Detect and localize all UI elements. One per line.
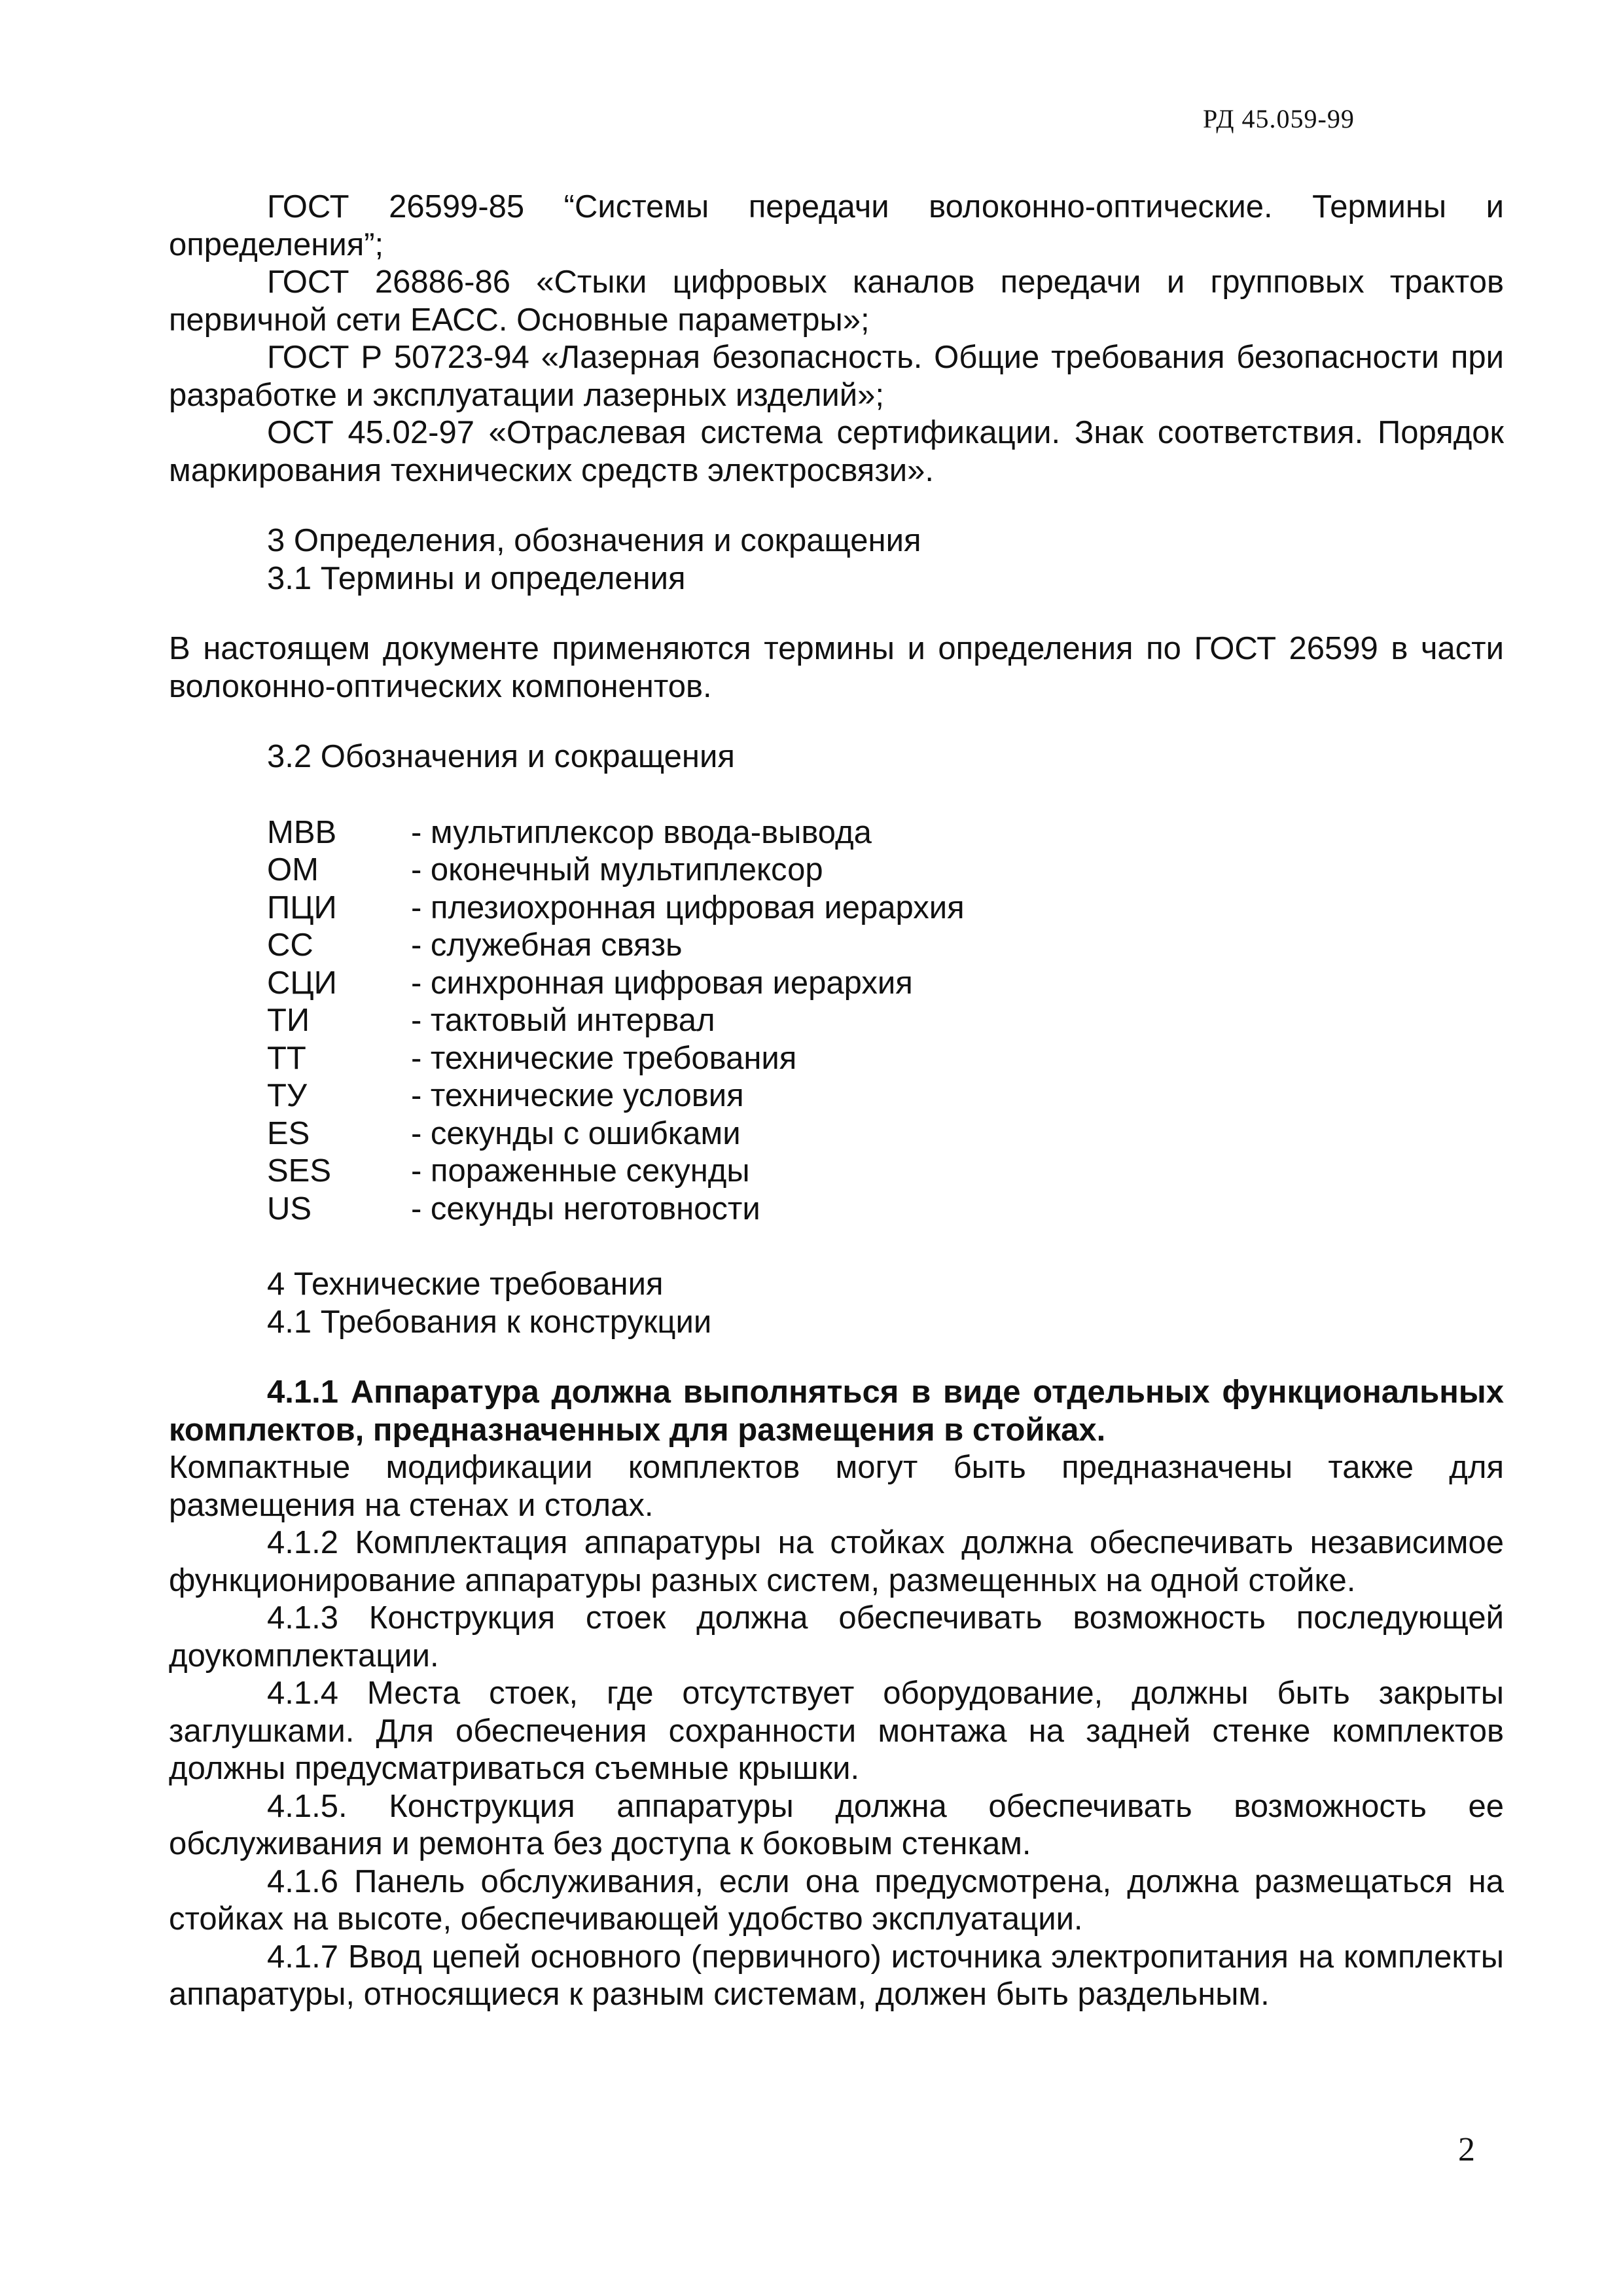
section-3-title: 3 Определения, обозначения и сокращения — [267, 523, 921, 558]
abbreviation-row — [267, 889, 965, 927]
abbr-desc: - синхронная цифровая иерархия — [411, 965, 913, 1001]
abbr-code: СС — [267, 927, 313, 963]
abbr-desc: - мультиплексор ввода-вывода — [411, 814, 872, 850]
reference-gost-26599: ГОСТ 26599-85 “Системы передачи волоконно-оптические. Термины и определения”; — [169, 189, 1504, 262]
section-3-2-title: 3.2 Обозначения и сокращения — [267, 739, 735, 774]
abbr-desc: - плезиохронная цифровая иерархия — [411, 889, 965, 925]
clause-4-1-1: 4.1.1 Аппаратура должна выполняться в виде отдельных функциональных комплектов, предназначенных для размещения в стойках. — [169, 1374, 1504, 1448]
abbr-code: ТТ — [267, 1040, 306, 1076]
abbreviation-row — [267, 814, 965, 852]
clause-4-1-1-compact: Компактные модификации комплектов могут быть предназначены также для размещения на стенах и столах. — [169, 1450, 1504, 1523]
clause-4-1-2: 4.1.2 Комплектация аппаратуры на стойках должна обеспечивать независимое функционирование аппаратуры разных систем, размещенных на одной стойке. — [169, 1525, 1504, 1598]
abbr-desc: - секунды с ошибками — [411, 1115, 741, 1151]
clause-4-1-4: 4.1.4 Места стоек, где отсутствует оборудование, должны быть закрыты заглушками. Для обеспечения сохранности монтажа на задней стенке комплектов должны предусматриваться съемные крышки. — [169, 1676, 1504, 1786]
abbreviation-row — [267, 927, 965, 965]
section-4-title: 4 Технические требования — [267, 1266, 664, 1302]
abbreviation-row — [267, 1077, 965, 1115]
section-3-1-text: В настоящем документе применяются термины и определения по ГОСТ 26599 в части волоконно-оптических компонентов. — [169, 631, 1504, 704]
abbreviations-table — [267, 814, 965, 1229]
section-4-1-title: 4.1 Требования к конструкции — [267, 1304, 712, 1340]
abbr-code: SES — [267, 1153, 332, 1189]
clause-4-1-5: 4.1.5. Конструкция аппаратуры должна обеспечивать возможность ее обслуживания и ремонта без доступа к боковым стенкам. — [169, 1788, 1504, 1861]
abbr-desc: - технические условия — [411, 1078, 744, 1113]
abbreviation-row — [267, 1002, 965, 1040]
abbreviation-row — [267, 1153, 965, 1191]
abbr-code: МВВ — [267, 814, 337, 850]
abbreviation-row — [267, 965, 965, 1003]
abbr-desc: - оконечный мультиплексор — [411, 852, 823, 888]
abbr-desc: - секунды неготовности — [411, 1191, 760, 1227]
abbr-code: ПЦИ — [267, 889, 337, 925]
abbr-code: US — [267, 1191, 312, 1227]
document-code: РД 45.059-99 — [1203, 104, 1355, 134]
abbr-desc: - тактовый интервал — [411, 1003, 715, 1038]
reference-ost-45-02: ОСТ 45.02-97 «Отраслевая система сертификации. Знак соответствия. Порядок маркирования технических средств электросвязи». — [169, 415, 1504, 488]
clause-4-1-6: 4.1.6 Панель обслуживания, если она предусмотрена, должна размещаться на стойках на высоте, обеспечивающей удобство эксплуатации. — [169, 1863, 1504, 1937]
abbr-code: ОМ — [267, 852, 319, 888]
abbr-desc: - пораженные секунды — [411, 1153, 750, 1189]
abbr-code: ТИ — [267, 1003, 310, 1038]
clause-4-1-7: 4.1.7 Ввод цепей основного (первичного) источника электропитания на комплекты аппаратуры, относящиеся к разным системам, должен быть раздельным. — [169, 1939, 1504, 2012]
abbr-desc: - технические требования — [411, 1040, 797, 1076]
reference-gost-r-50723: ГОСТ Р 50723-94 «Лазерная безопасность. Общие требования безопасности при разработке и эксплуатации лазерных изделий»; — [169, 340, 1504, 413]
abbr-code: ТУ — [267, 1078, 308, 1113]
reference-gost-26886: ГОСТ 26886-86 «Стыки цифровых каналов передачи и групповых трактов первичной сети ЕАСС. Основные параметры»; — [169, 264, 1504, 338]
abbr-code: СЦИ — [267, 965, 337, 1001]
document-body — [169, 188, 1504, 2014]
abbreviation-row — [267, 1115, 965, 1153]
section-3-1-title: 3.1 Термины и определения — [267, 560, 686, 596]
abbreviation-row — [267, 852, 965, 889]
abbr-desc: - служебная связь — [411, 927, 683, 963]
page-number: 2 — [1458, 2131, 1475, 2168]
abbr-code: ES — [267, 1115, 310, 1151]
clause-4-1-3: 4.1.3 Конструкция стоек должна обеспечивать возможность последующей доукомплектации. — [169, 1600, 1504, 1674]
abbreviation-row — [267, 1191, 965, 1229]
abbreviation-row — [267, 1040, 965, 1078]
